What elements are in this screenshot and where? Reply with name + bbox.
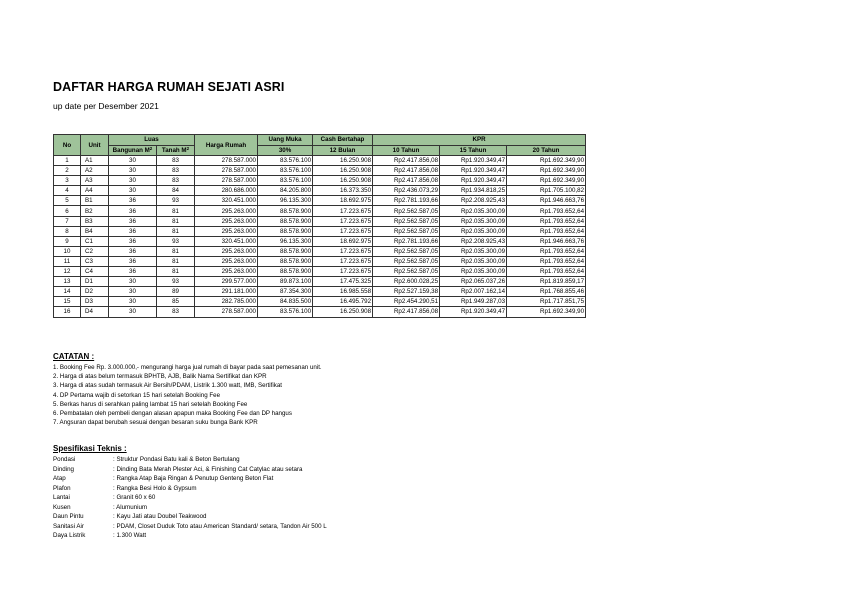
cell-bangunan: 36 [109, 256, 157, 266]
cell-cash-bertahap: 17.223.675 [313, 256, 373, 266]
header-harga-rumah: Harga Rumah [195, 135, 258, 156]
cell-unit: A1 [81, 156, 109, 166]
document-subtitle: up date per Desember 2021 [53, 101, 159, 111]
spesifikasi-row [53, 512, 327, 522]
spesifikasi-label: Pondasi [53, 456, 76, 463]
cell-kpr-15: Rp1.934.818,25 [440, 186, 507, 196]
cell-cash-bertahap: 18.692.975 [313, 236, 373, 246]
cell-kpr-10: Rp2.417.856,08 [373, 156, 440, 166]
header-tanah [157, 145, 195, 156]
spesifikasi-row [53, 484, 327, 494]
header-cash-bulan: 12 Bulan [313, 145, 373, 156]
cell-kpr-10: Rp2.527.159,38 [373, 287, 440, 297]
price-table [53, 134, 586, 318]
cell-no: 15 [54, 297, 81, 307]
cell-kpr-15: Rp1.920.349,47 [440, 176, 507, 186]
cell-tanah: 81 [157, 267, 195, 277]
cell-uang-muka: 88.578.900 [258, 256, 313, 266]
cell-kpr-20: Rp1.793.652,64 [507, 256, 586, 266]
cell-uang-muka: 88.578.900 [258, 216, 313, 226]
cell-kpr-15: Rp2.035.300,09 [440, 267, 507, 277]
spesifikasi-label: Kusen [53, 503, 71, 511]
spesifikasi-row [53, 503, 327, 513]
cell-kpr-10: Rp2.562.587,05 [373, 226, 440, 236]
table-row [54, 277, 586, 287]
cell-kpr-20: Rp1.692.349,90 [507, 307, 586, 317]
cell-cash-bertahap: 16.985.558 [313, 287, 373, 297]
cell-kpr-15: Rp2.208.925,43 [440, 196, 507, 206]
cell-kpr-15: Rp1.920.349,47 [440, 156, 507, 166]
cell-uang-muka: 88.578.900 [258, 267, 313, 277]
cell-harga-rumah: 295.263.000 [195, 246, 258, 256]
cell-kpr-10: Rp2.562.587,05 [373, 206, 440, 216]
cell-uang-muka: 87.354.300 [258, 287, 313, 297]
document-title: DAFTAR HARGA RUMAH SEJATI ASRI [53, 80, 285, 94]
cell-kpr-10: Rp2.781.193,66 [373, 236, 440, 246]
cell-tanah: 81 [157, 226, 195, 236]
spesifikasi-row [53, 465, 327, 475]
cell-kpr-20: Rp1.692.349,90 [507, 176, 586, 186]
cell-uang-muka: 83.576.100 [258, 166, 313, 176]
cell-kpr-10: Rp2.454.290,51 [373, 297, 440, 307]
cell-no: 1 [54, 156, 81, 166]
cell-cash-bertahap: 17.223.675 [313, 246, 373, 256]
cell-kpr-15: Rp2.035.300,09 [440, 226, 507, 236]
cell-cash-bertahap: 17.223.675 [313, 206, 373, 216]
cell-tanah: 84 [157, 186, 195, 196]
cell-kpr-15: Rp2.007.162,14 [440, 287, 507, 297]
cell-kpr-15: Rp2.035.300,09 [440, 246, 507, 256]
spesifikasi-label: Lantai [53, 494, 70, 501]
cell-kpr-20: Rp1.692.349,90 [507, 166, 586, 176]
table-row [54, 156, 586, 166]
cell-unit: C2 [81, 246, 109, 256]
cell-unit: A3 [81, 176, 109, 186]
cell-uang-muka: 84.835.500 [258, 297, 313, 307]
cell-unit: B2 [81, 206, 109, 216]
cell-unit: C3 [81, 256, 109, 266]
header-bangunan-label: Bangunan M [112, 146, 150, 154]
cell-no: 11 [54, 256, 81, 266]
cell-bangunan: 36 [109, 206, 157, 216]
cell-kpr-10: Rp2.562.587,05 [373, 256, 440, 266]
cell-cash-bertahap: 17.475.325 [313, 277, 373, 287]
cell-kpr-15: Rp2.035.300,09 [440, 256, 507, 266]
catatan-section [53, 352, 322, 427]
spesifikasi-value: : Granit 60 x 60 [113, 494, 156, 501]
spesifikasi-value: : Dinding Bata Merah Plester Aci, & Finishing Cat Catylac atau setara [113, 465, 303, 473]
cell-kpr-20: Rp1.819.859,17 [507, 277, 586, 287]
catatan-item: 7. Angsuran dapat berubah sesuai dengan besaran suku bunga Bank KPR [53, 419, 258, 427]
cell-uang-muka: 83.576.100 [258, 176, 313, 186]
spesifikasi-list [53, 455, 327, 541]
header-luas: Luas [109, 135, 195, 146]
cell-harga-rumah: 280.686.000 [195, 186, 258, 196]
cell-kpr-10: Rp2.562.587,05 [373, 267, 440, 277]
spesifikasi-row [53, 455, 327, 465]
spesifikasi-label: Atap [53, 475, 66, 482]
cell-kpr-10: Rp2.600.028,25 [373, 277, 440, 287]
spesifikasi-row [53, 522, 327, 532]
cell-tanah: 85 [157, 297, 195, 307]
cell-uang-muka: 96.135.300 [258, 196, 313, 206]
cell-no: 9 [54, 236, 81, 246]
cell-no: 2 [54, 166, 81, 176]
header-bangunan [109, 145, 157, 156]
cell-kpr-15: Rp2.065.037,26 [440, 277, 507, 287]
spesifikasi-value: : 1.300 Watt [113, 532, 147, 539]
cell-bangunan: 36 [109, 267, 157, 277]
table-row [54, 166, 586, 176]
cell-bangunan: 36 [109, 196, 157, 206]
cell-no: 7 [54, 216, 81, 226]
cell-bangunan: 30 [109, 307, 157, 317]
price-table-header [54, 135, 586, 156]
cell-kpr-15: Rp2.208.925,43 [440, 236, 507, 246]
cell-cash-bertahap: 17.223.675 [313, 267, 373, 277]
header-tanah-label: Tanah M [161, 146, 187, 154]
cell-harga-rumah: 320.451.000 [195, 196, 258, 206]
catatan-item: 3. Harga di atas sudah termasuk Air Bersih/PDAM, Listrik 1.300 watt, IMB, Sertifikat [53, 382, 283, 390]
cell-harga-rumah: 295.263.000 [195, 206, 258, 216]
cell-uang-muka: 96.135.300 [258, 236, 313, 246]
cell-cash-bertahap: 16.250.908 [313, 307, 373, 317]
cell-unit: D4 [81, 307, 109, 317]
cell-unit: B4 [81, 226, 109, 236]
catatan-list [53, 363, 322, 427]
cell-tanah: 81 [157, 256, 195, 266]
cell-kpr-10: Rp2.417.856,08 [373, 307, 440, 317]
cell-unit: D3 [81, 297, 109, 307]
cell-uang-muka: 88.578.900 [258, 206, 313, 216]
spesifikasi-heading: Spesifikasi Teknis : [53, 444, 127, 453]
header-kpr-15: 15 Tahun [440, 145, 507, 156]
cell-uang-muka: 88.578.900 [258, 226, 313, 236]
cell-tanah: 81 [157, 206, 195, 216]
spesifikasi-value: : PDAM, Closet Duduk Toto atau American Standard/ setara, Tandon Air 500 L [113, 522, 327, 530]
cell-kpr-15: Rp2.035.300,09 [440, 216, 507, 226]
cell-cash-bertahap: 17.223.675 [313, 216, 373, 226]
cell-no: 14 [54, 287, 81, 297]
table-row [54, 176, 586, 186]
cell-tanah: 93 [157, 277, 195, 287]
cell-tanah: 89 [157, 287, 195, 297]
cell-no: 3 [54, 176, 81, 186]
table-row [54, 186, 586, 196]
cell-no: 12 [54, 267, 81, 277]
catatan-item: 6. Pembatalan oleh pembeli dengan alasan apapun maka Booking Fee dan DP hangus [53, 410, 292, 418]
cell-cash-bertahap: 18.692.975 [313, 196, 373, 206]
cell-uang-muka: 83.576.100 [258, 156, 313, 166]
cell-bangunan: 36 [109, 216, 157, 226]
cell-unit: D1 [81, 277, 109, 287]
cell-harga-rumah: 282.785.000 [195, 297, 258, 307]
cell-kpr-15: Rp1.920.349,47 [440, 307, 507, 317]
cell-cash-bertahap: 16.495.792 [313, 297, 373, 307]
spesifikasi-value: : Alumunium [113, 503, 148, 511]
cell-tanah: 83 [157, 166, 195, 176]
cell-cash-bertahap: 16.250.908 [313, 166, 373, 176]
table-row [54, 216, 586, 226]
cell-kpr-20: Rp1.768.855,46 [507, 287, 586, 297]
cell-no: 16 [54, 307, 81, 317]
table-row [54, 307, 586, 317]
cell-kpr-15: Rp2.035.300,09 [440, 206, 507, 216]
cell-kpr-15: Rp1.949.287,03 [440, 297, 507, 307]
spesifikasi-label: Dinding [53, 465, 74, 473]
cell-harga-rumah: 299.577.000 [195, 277, 258, 287]
cell-kpr-20: Rp1.793.652,64 [507, 206, 586, 216]
header-kpr-10: 10 Tahun [373, 145, 440, 156]
catatan-item: 5. Berkas harus di serahkan paling lambat 15 hari setelah Booking Fee [53, 400, 248, 408]
cell-unit: A4 [81, 186, 109, 196]
cell-kpr-20: Rp1.793.652,64 [507, 216, 586, 226]
cell-tanah: 81 [157, 216, 195, 226]
cell-tanah: 81 [157, 246, 195, 256]
cell-bangunan: 36 [109, 246, 157, 256]
spesifikasi-section [53, 444, 327, 541]
cell-harga-rumah: 291.181.000 [195, 287, 258, 297]
cell-kpr-10: Rp2.781.193,66 [373, 196, 440, 206]
cell-tanah: 83 [157, 176, 195, 186]
spesifikasi-value: : Struktur Pondasi Batu kali & Beton Bertulang [113, 456, 240, 463]
spesifikasi-label: Sanitasi Air [53, 522, 84, 530]
spesifikasi-label: Daya Listrik [53, 532, 86, 539]
spesifikasi-value: : Rangka Atap Baja Ringan & Penutup Genteng Beton Flat [113, 475, 274, 482]
cell-cash-bertahap: 16.250.908 [313, 156, 373, 166]
cell-harga-rumah: 295.263.000 [195, 226, 258, 236]
cell-no: 4 [54, 186, 81, 196]
cell-no: 5 [54, 196, 81, 206]
cell-tanah: 93 [157, 236, 195, 246]
catatan-item: 2. Harga di atas belum termasuk BPHTB, AJB, Balik Nama Sertifikat dan KPR [53, 373, 267, 381]
cell-uang-muka: 83.576.100 [258, 307, 313, 317]
cell-uang-muka: 89.873.100 [258, 277, 313, 287]
header-no: No [54, 135, 81, 156]
table-row [54, 206, 586, 216]
cell-kpr-15: Rp1.920.349,47 [440, 166, 507, 176]
cell-kpr-20: Rp1.793.652,64 [507, 267, 586, 277]
cell-no: 10 [54, 246, 81, 256]
cell-bangunan: 30 [109, 176, 157, 186]
catatan-heading: CATATAN : [53, 352, 95, 361]
table-row [54, 287, 586, 297]
cell-harga-rumah: 278.587.000 [195, 176, 258, 186]
cell-cash-bertahap: 16.373.350 [313, 186, 373, 196]
cell-kpr-20: Rp1.692.349,90 [507, 156, 586, 166]
header-kpr: KPR [373, 135, 586, 146]
table-row [54, 196, 586, 206]
cell-harga-rumah: 295.263.000 [195, 216, 258, 226]
cell-cash-bertahap: 17.223.675 [313, 226, 373, 236]
header-tanah-sup: 2 [186, 145, 190, 151]
cell-tanah: 93 [157, 196, 195, 206]
cell-no: 13 [54, 277, 81, 287]
cell-bangunan: 36 [109, 226, 157, 236]
cell-harga-rumah: 278.587.000 [195, 166, 258, 176]
cell-unit: C1 [81, 236, 109, 246]
cell-kpr-20: Rp1.946.663,76 [507, 236, 586, 246]
cell-no: 8 [54, 226, 81, 236]
cell-uang-muka: 84.205.800 [258, 186, 313, 196]
cell-unit: D2 [81, 287, 109, 297]
catatan-item: 1. Booking Fee Rp. 3.000.000,- mengurangi harga jual rumah di bayar pada saat pemesanan unit. [53, 364, 322, 371]
table-row [54, 297, 586, 307]
cell-harga-rumah: 320.451.000 [195, 236, 258, 246]
table-row [54, 267, 586, 277]
cell-no: 6 [54, 206, 81, 216]
cell-bangunan: 30 [109, 156, 157, 166]
table-row [54, 246, 586, 256]
header-kpr-20: 20 Tahun [507, 145, 586, 156]
cell-kpr-20: Rp1.717.851,75 [507, 297, 586, 307]
cell-tanah: 83 [157, 307, 195, 317]
cell-harga-rumah: 278.587.000 [195, 156, 258, 166]
cell-bangunan: 30 [109, 277, 157, 287]
spesifikasi-value: : Kayu Jati atau Doubel Teakwood [113, 513, 207, 520]
cell-cash-bertahap: 16.250.908 [313, 176, 373, 186]
cell-kpr-20: Rp1.793.652,64 [507, 226, 586, 236]
header-uang-muka-pct: 30% [258, 145, 313, 156]
spesifikasi-label: Plafon [53, 484, 71, 492]
header-uang-muka: Uang Muka [258, 135, 313, 146]
cell-bangunan: 30 [109, 297, 157, 307]
spesifikasi-value: : Rangka Besi Holo & Gypsum [113, 484, 197, 492]
table-row [54, 226, 586, 236]
cell-kpr-20: Rp1.705.100,82 [507, 186, 586, 196]
header-unit: Unit [81, 135, 109, 156]
cell-kpr-10: Rp2.417.856,08 [373, 166, 440, 176]
cell-harga-rumah: 295.263.000 [195, 267, 258, 277]
cell-kpr-20: Rp1.946.663,76 [507, 196, 586, 206]
price-table-body [54, 156, 586, 318]
cell-bangunan: 30 [109, 186, 157, 196]
cell-kpr-10: Rp2.436.073,29 [373, 186, 440, 196]
table-row [54, 236, 586, 246]
cell-kpr-20: Rp1.793.652,64 [507, 246, 586, 256]
cell-bangunan: 30 [109, 287, 157, 297]
cell-kpr-10: Rp2.417.856,08 [373, 176, 440, 186]
cell-unit: B1 [81, 196, 109, 206]
cell-bangunan: 36 [109, 236, 157, 246]
header-bangunan-sup: 2 [149, 145, 153, 151]
spesifikasi-label: Daun Pintu [53, 513, 84, 520]
cell-unit: C4 [81, 267, 109, 277]
spesifikasi-row [53, 474, 327, 484]
cell-bangunan: 30 [109, 166, 157, 176]
cell-tanah: 83 [157, 156, 195, 166]
catatan-item: 4. DP Pertama wajib di setorkan 15 hari setelah Booking Fee [53, 391, 221, 399]
cell-harga-rumah: 295.263.000 [195, 256, 258, 266]
cell-harga-rumah: 278.587.000 [195, 307, 258, 317]
cell-uang-muka: 88.578.900 [258, 246, 313, 256]
cell-unit: A2 [81, 166, 109, 176]
cell-kpr-10: Rp2.562.587,05 [373, 216, 440, 226]
cell-unit: B3 [81, 216, 109, 226]
cell-kpr-10: Rp2.562.587,05 [373, 246, 440, 256]
spesifikasi-row [53, 493, 327, 503]
header-cash-bertahap: Cash Bertahap [313, 135, 373, 146]
spesifikasi-row [53, 531, 327, 541]
table-row [54, 256, 586, 266]
